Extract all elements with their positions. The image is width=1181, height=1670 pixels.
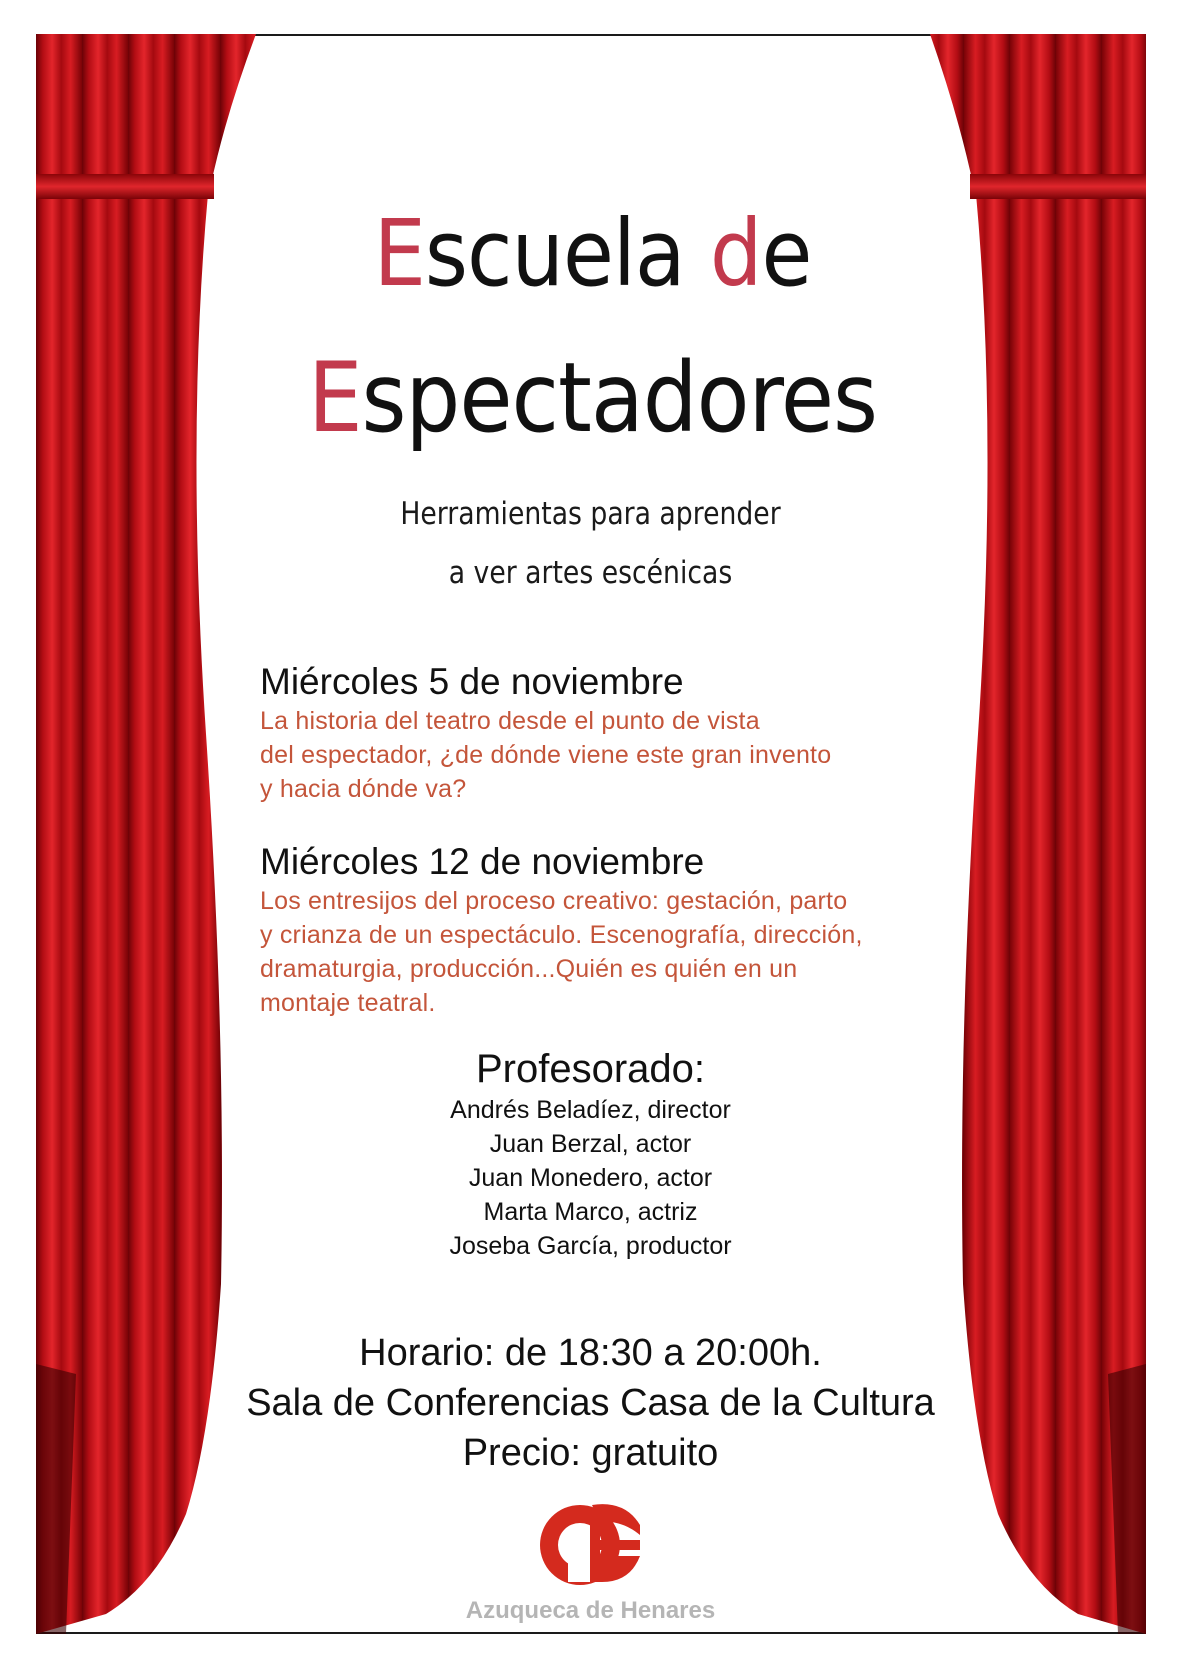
session-block [260,840,960,1020]
title-text: e [761,200,812,307]
session-date: Miércoles 12 de noviembre [260,841,705,882]
subtitle-line-1: Herramientas para aprender [400,496,781,532]
session-block [260,660,960,806]
title-accent-letter: E [307,342,362,454]
title-accent-letter: E [373,200,425,307]
title-text: spectadores [361,342,877,454]
teacher-item: Joseba García, productor [449,1232,732,1260]
session-description-line: Los entresijos del proceso creativo: gestación, parto [260,887,848,915]
price-text: Precio: gratuito [462,1432,719,1474]
azuqueca-logo-icon [530,1490,650,1590]
teacher-item: Marta Marco, actriz [483,1198,698,1226]
session-description [260,704,960,806]
teacher-item: Juan Monedero, actor [468,1164,713,1192]
event-info [0,1328,1181,1478]
schedule-text: Horario: de 18:30 a 20:00h. [359,1332,822,1374]
session-description-line: La historia del teatro desde el punto de vista [260,707,760,735]
page-title-line-1 [2,200,1181,307]
subtitle-line-2: a ver artes escénicas [448,555,733,591]
teacher-item: Andrés Beladíez, director [450,1096,731,1124]
session-description [260,884,960,1020]
session-description-line: y hacia dónde va? [260,775,467,803]
page-title-line-2 [2,342,1181,454]
session-description-line: montaje teatral. [260,989,436,1017]
logo-caption: Azuqueca de Henares [465,1597,716,1624]
session-description-line: del espectador, ¿de dónde viene este gran invento [260,741,832,769]
teachers-section [0,1045,1181,1263]
teacher-item: Juan Berzal, actor [489,1130,692,1158]
session-date: Miércoles 5 de noviembre [260,661,684,702]
venue-text: Sala de Conferencias Casa de la Cultura [246,1382,935,1424]
title-accent-letter: d [709,200,762,307]
session-description-line: dramaturgia, producción...Quién es quién en un [260,955,798,983]
teachers-heading: Profesorado: [475,1047,706,1091]
session-description-line: y crianza de un espectáculo. Escenografía, dirección, [260,921,863,949]
title-text: scuela [424,200,710,307]
